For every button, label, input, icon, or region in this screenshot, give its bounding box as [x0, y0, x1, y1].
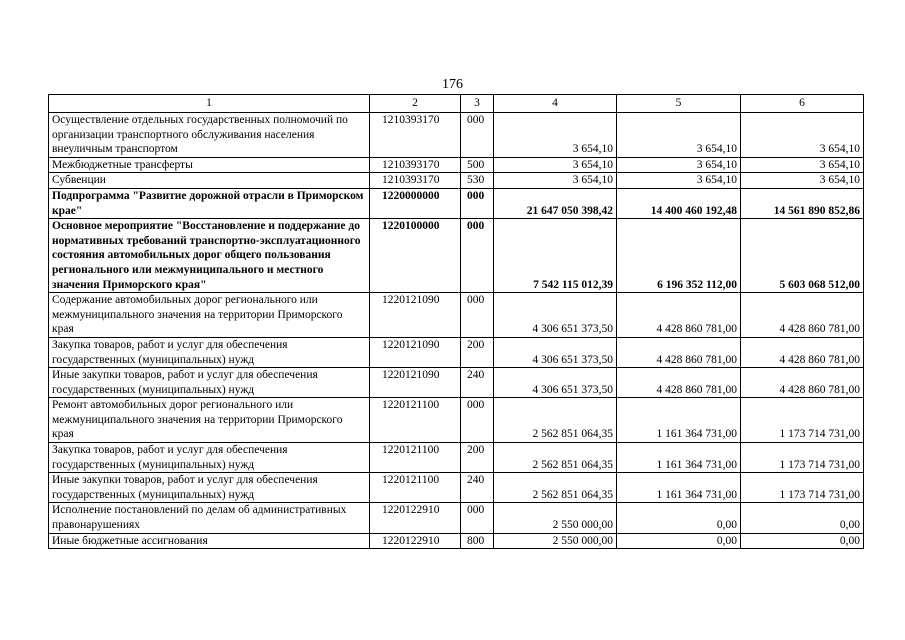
row-name-cell: Иные бюджетные ассигнования — [49, 533, 370, 549]
header-cell-vr: 3 — [461, 95, 494, 113]
row-value-year3: 1 173 714 731,00 — [741, 473, 864, 503]
row-vr-cell: 200 — [461, 337, 494, 367]
row-value-year3: 3 654,10 — [741, 113, 864, 158]
table-row — [49, 473, 864, 503]
row-code-cell: 1210393170 — [370, 157, 461, 173]
table-row — [49, 368, 864, 398]
row-code-cell: 1210393170 — [370, 173, 461, 189]
table-header-row — [49, 95, 864, 113]
table-row — [49, 113, 864, 158]
row-value-year3: 5 603 068 512,00 — [741, 219, 864, 293]
row-value-year1: 3 654,10 — [494, 173, 617, 189]
table-row — [49, 188, 864, 218]
row-vr-cell: 000 — [461, 398, 494, 443]
row-value-year3: 4 428 860 781,00 — [741, 293, 864, 338]
row-value-year2: 4 428 860 781,00 — [617, 368, 741, 398]
row-value-year3: 3 654,10 — [741, 173, 864, 189]
row-value-year3: 14 561 890 852,86 — [741, 188, 864, 218]
row-value-year1: 4 306 651 373,50 — [494, 368, 617, 398]
row-value-year2: 1 161 364 731,00 — [617, 398, 741, 443]
row-code-cell: 1220122910 — [370, 533, 461, 549]
row-value-year2: 3 654,10 — [617, 173, 741, 189]
table-row — [49, 293, 864, 338]
row-value-year2: 3 654,10 — [617, 113, 741, 158]
row-name-cell: Ремонт автомобильных дорог регионального или межмуниципального значения на территории Приморского края — [49, 398, 370, 443]
row-vr-cell: 800 — [461, 533, 494, 549]
row-value-year1: 4 306 651 373,50 — [494, 337, 617, 367]
header-cell-code: 2 — [370, 95, 461, 113]
row-value-year1: 3 654,10 — [494, 157, 617, 173]
row-code-cell: 1220121100 — [370, 398, 461, 443]
row-value-year2: 0,00 — [617, 503, 741, 533]
row-vr-cell: 200 — [461, 443, 494, 473]
row-value-year3: 4 428 860 781,00 — [741, 337, 864, 367]
row-value-year3: 1 173 714 731,00 — [741, 398, 864, 443]
row-value-year1: 2 562 851 064,35 — [494, 473, 617, 503]
row-code-cell: 1220121090 — [370, 337, 461, 367]
row-value-year1: 2 550 000,00 — [494, 503, 617, 533]
row-value-year3: 4 428 860 781,00 — [741, 368, 864, 398]
row-value-year3: 0,00 — [741, 533, 864, 549]
row-value-year1: 7 542 115 012,39 — [494, 219, 617, 293]
row-code-cell: 1220121090 — [370, 293, 461, 338]
header-cell-year1: 4 — [494, 95, 617, 113]
table-row — [49, 533, 864, 549]
header-cell-name: 1 — [49, 95, 370, 113]
header-cell-year2: 5 — [617, 95, 741, 113]
row-name-cell: Исполнение постановлений по делам об административных правонарушениях — [49, 503, 370, 533]
row-value-year3: 3 654,10 — [741, 157, 864, 173]
row-vr-cell: 000 — [461, 219, 494, 293]
row-name-cell: Субвенции — [49, 173, 370, 189]
table-row — [49, 219, 864, 293]
row-value-year3: 0,00 — [741, 503, 864, 533]
row-code-cell: 1220121100 — [370, 443, 461, 473]
row-vr-cell: 530 — [461, 173, 494, 189]
row-vr-cell: 000 — [461, 188, 494, 218]
row-code-cell: 1220121090 — [370, 368, 461, 398]
row-code-cell: 1220000000 — [370, 188, 461, 218]
row-name-cell: Иные закупки товаров, работ и услуг для обеспечения государственных (муниципальных) нужд — [49, 368, 370, 398]
row-vr-cell: 240 — [461, 473, 494, 503]
row-value-year2: 0,00 — [617, 533, 741, 549]
header-cell-year3: 6 — [741, 95, 864, 113]
row-name-cell: Иные закупки товаров, работ и услуг для обеспечения государственных (муниципальных) нужд — [49, 473, 370, 503]
row-value-year2: 1 161 364 731,00 — [617, 473, 741, 503]
row-value-year1: 4 306 651 373,50 — [494, 293, 617, 338]
row-name-cell: Содержание автомобильных дорог регионального или межмуниципального значения на территории Приморского края — [49, 293, 370, 338]
row-value-year2: 4 428 860 781,00 — [617, 293, 741, 338]
row-value-year1: 2 562 851 064,35 — [494, 398, 617, 443]
row-code-cell: 1220122910 — [370, 503, 461, 533]
row-value-year3: 1 173 714 731,00 — [741, 443, 864, 473]
row-code-cell: 1210393170 — [370, 113, 461, 158]
table-row — [49, 337, 864, 367]
budget-table-body — [49, 95, 864, 549]
row-value-year1: 21 647 050 398,42 — [494, 188, 617, 218]
row-code-cell: 1220121100 — [370, 473, 461, 503]
row-value-year2: 4 428 860 781,00 — [617, 337, 741, 367]
row-vr-cell: 240 — [461, 368, 494, 398]
budget-table — [48, 94, 864, 549]
row-vr-cell: 500 — [461, 157, 494, 173]
table-row — [49, 157, 864, 173]
row-value-year2: 14 400 460 192,48 — [617, 188, 741, 218]
row-name-cell: Основное мероприятие "Восстановление и поддержание до нормативных требований транспортно-эксплуатационного состояния автомобильных дорог общего пользования регионального или межмуниципального и местного значения Приморского края" — [49, 219, 370, 293]
row-vr-cell: 000 — [461, 503, 494, 533]
row-value-year2: 1 161 364 731,00 — [617, 443, 741, 473]
table-row — [49, 503, 864, 533]
row-value-year1: 3 654,10 — [494, 113, 617, 158]
row-name-cell: Межбюджетные трансферты — [49, 157, 370, 173]
table-row — [49, 173, 864, 189]
row-value-year1: 2 562 851 064,35 — [494, 443, 617, 473]
row-value-year1: 2 550 000,00 — [494, 533, 617, 549]
row-name-cell: Закупка товаров, работ и услуг для обеспечения государственных (муниципальных) нужд — [49, 443, 370, 473]
row-code-cell: 1220100000 — [370, 219, 461, 293]
row-name-cell: Подпрограмма "Развитие дорожной отрасли в Приморском крае" — [49, 188, 370, 218]
row-vr-cell: 000 — [461, 113, 494, 158]
row-name-cell: Закупка товаров, работ и услуг для обеспечения государственных (муниципальных) нужд — [49, 337, 370, 367]
table-row — [49, 443, 864, 473]
page-number: 176 — [442, 77, 463, 92]
row-vr-cell: 000 — [461, 293, 494, 338]
row-value-year2: 3 654,10 — [617, 157, 741, 173]
table-row — [49, 398, 864, 443]
row-value-year2: 6 196 352 112,00 — [617, 219, 741, 293]
row-name-cell: Осуществление отдельных государственных полномочий по организации транспортного обслуживания населения внеуличным транспортом — [49, 113, 370, 158]
